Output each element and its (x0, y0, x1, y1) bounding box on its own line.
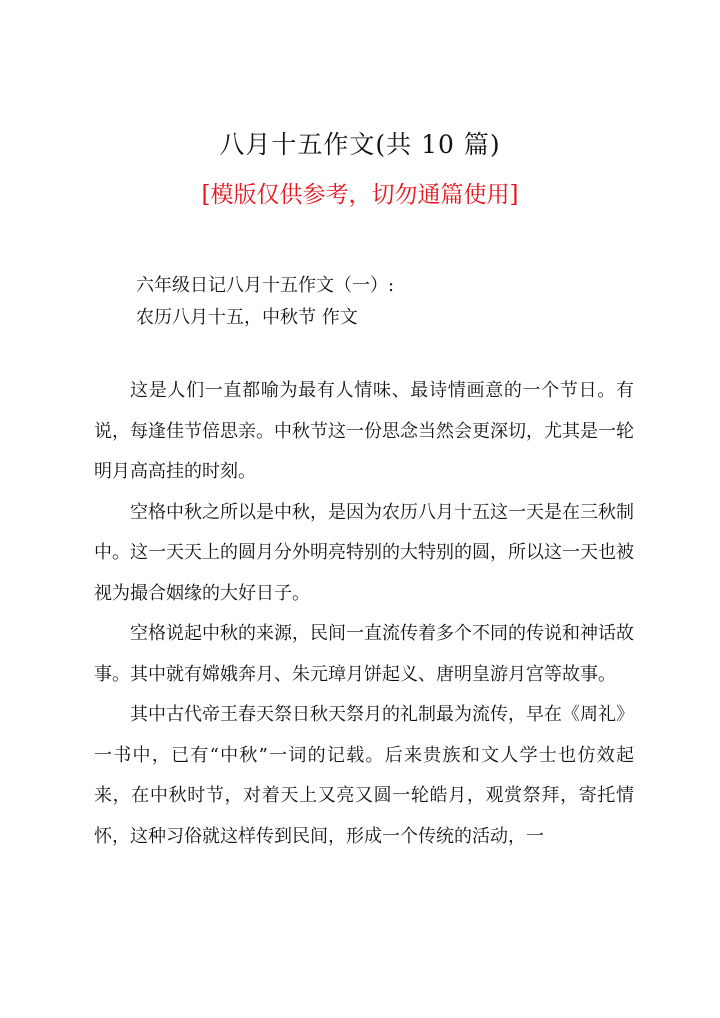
essay-heading-line: 六年级日记八月十五作文（一）: (136, 275, 395, 296)
body-paragraph: 这是人们一直都喻为最有人情味、最诗情画意的一个节日。有说，每逢佳节倍思亲。中秋节这一份思念当然会更深切，尤其是一轮明月高高挂的时刻。 (94, 380, 634, 482)
document-title: 八月十五作文(共 10 篇) (219, 130, 501, 159)
body-paragraph: 空格说起中秋的来源，民间一直流传着多个不同的传说和神话故事。其中就有嫦娥奔月、朱元璋月饼起义、唐明皇游月宫等故事。 (94, 623, 634, 685)
template-disclaimer: [模版仅供参考，切勿通篇使用] (201, 182, 519, 208)
essay-heading-line: 农历八月十五，中秋节 作文 (136, 307, 358, 328)
body-paragraph: 其中古代帝王春天祭日秋天祭月的礼制最为流传，早在《周礼》一书中，已有“中秋”一词的记载。后来贵族和文人学士也仿效起来，在中秋时节，对着天上又亮又圆一轮皓月，观赏祭拜，寄托情怀，这种习俗就这样传到民间，形成一个传统的活动，一 (94, 704, 634, 847)
essay-body (94, 371, 634, 857)
essay-heading (136, 270, 636, 334)
body-paragraph: 空格中秋之所以是中秋，是因为农历八月十五这一天是在三秋制中。这一天天上的圆月分外明亮特别的大特别的圆，所以这一天也被视为撮合姻缘的大好日子。 (94, 501, 634, 604)
